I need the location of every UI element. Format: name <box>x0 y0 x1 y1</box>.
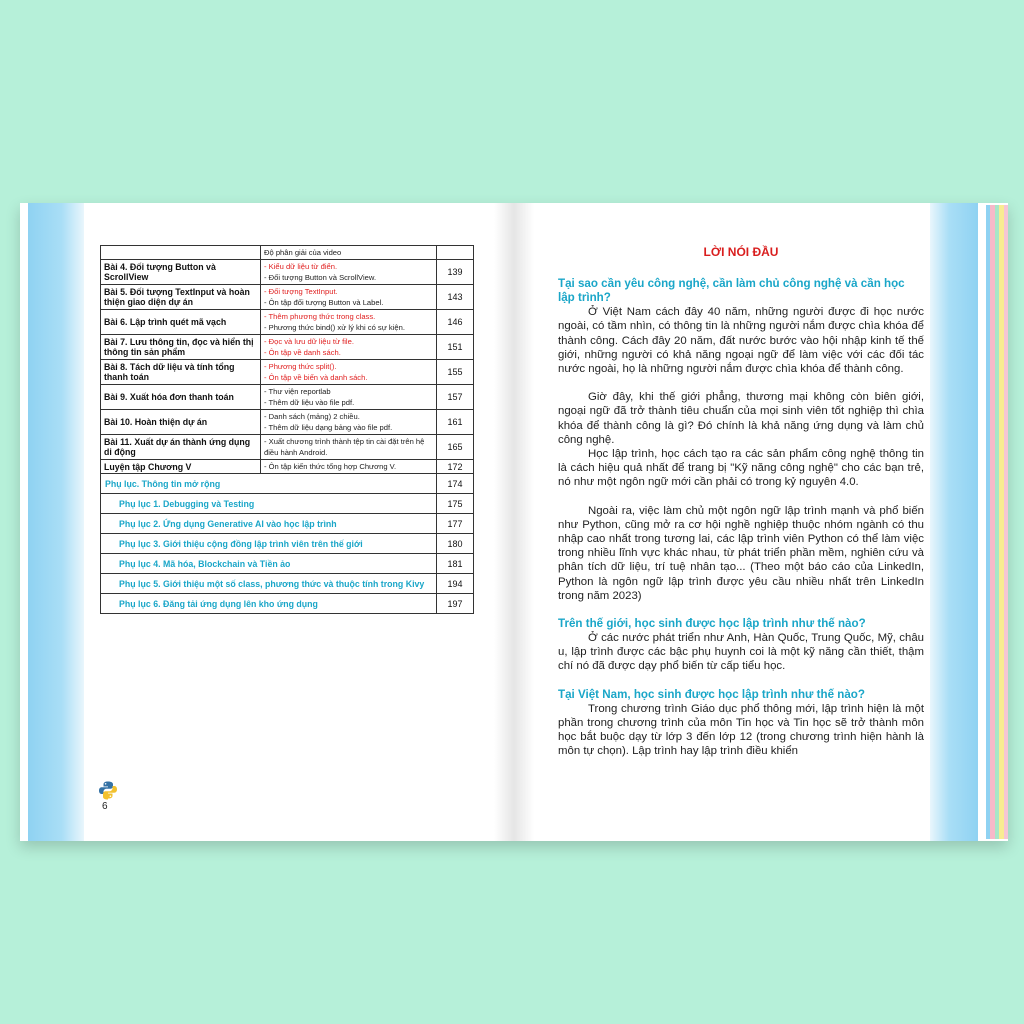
toc-topic-item: - Danh sách (mảng) 2 chiều. <box>264 412 360 421</box>
toc-row <box>101 260 474 285</box>
toc-topic-item: - Xuất chương trình thành tệp tin cài đặt trên hệ điều hành Android. <box>264 437 425 457</box>
toc-lesson-title <box>101 246 261 260</box>
toc-topic-item: - Ôn tập đối tượng Button và Label. <box>264 298 384 307</box>
toc-page-number: 165 <box>437 435 474 460</box>
toc-lesson-topics <box>261 435 437 460</box>
toc-lesson-title: Bài 9. Xuất hóa đơn thanh toán <box>101 385 261 410</box>
toc-appendix-row <box>101 514 474 534</box>
toc-topic-item: - Kiểu dữ liệu từ điển. <box>264 262 338 271</box>
page-edge-strips <box>986 205 1008 839</box>
toc-page-number: 161 <box>437 410 474 435</box>
toc-lesson-topics <box>261 385 437 410</box>
toc-lesson-topics <box>261 410 437 435</box>
toc-topic-item: - Đối tượng TextInput. <box>264 287 338 296</box>
toc-lesson-topics <box>261 360 437 385</box>
toc-lesson-topics <box>261 335 437 360</box>
toc-topic-item: - Thêm phương thức trong class. <box>264 312 376 321</box>
toc-appendix-row <box>101 594 474 614</box>
toc-row <box>101 360 474 385</box>
toc-row <box>101 435 474 460</box>
toc-page-number: 175 <box>437 494 474 514</box>
toc-appendix-row <box>101 554 474 574</box>
left-side-band <box>28 203 84 841</box>
toc-page-number: 197 <box>437 594 474 614</box>
paragraph-5: Ở các nước phát triển như Anh, Hàn Quốc, Trung Quốc, Mỹ, châu u, lập trình được các bậc phụ huynh coi là một kỹ năng cần thiết, thậm chí nó đã được dạy phổ biến từ cấp tiểu học. <box>558 632 924 673</box>
toc-appendix-row <box>101 474 474 494</box>
table-of-contents <box>100 245 474 614</box>
right-side-band <box>930 203 978 841</box>
toc-lesson-topics <box>261 260 437 285</box>
toc-appendix-title: Phụ lục 1. Debugging và Testing <box>101 494 437 514</box>
preface-title: LỜI NÓI ĐẦU <box>703 245 779 259</box>
toc-topic-item: - Ôn tập kiến thức tổng hợp Chương V. <box>264 462 397 471</box>
toc-row <box>101 385 474 410</box>
paragraph-6: Trong chương trình Giáo dục phổ thông mới, lập trình hiện là một phần trong chương trình của môn Tin học và Tin học sẽ trở thành môn học bắt buộc dạy từ lớp 3 đến lớp 12 (trong chương trình hiện hành là môn tự chọn). Lập trình hay lập trình điều khiển <box>558 702 924 758</box>
toc-appendix-title: Phụ lục 6. Đăng tải ứng dụng lên kho ứng dụng <box>101 594 437 614</box>
toc-page-number: 177 <box>437 514 474 534</box>
toc-topic-item: - Phương thức split(). <box>264 362 337 371</box>
paragraph-2: Giờ đây, khi thế giới phẳng, thương mại không còn biên giới, ngoại ngữ đã trở thành tiêu chuẩn của mọi sinh viên tốt nghiệp thì chìa khóa để thành công là gì? Đó chính là khả năng ứng dụng và làm chủ công nghệ. <box>558 391 924 446</box>
toc-lesson-title: Bài 6. Lập trình quét mã vạch <box>101 310 261 335</box>
toc-appendix-title: Phụ lục 2. Ứng dụng Generative AI vào học lập trình <box>101 514 437 534</box>
toc-page-number: 155 <box>437 360 474 385</box>
toc-appendix-row <box>101 574 474 594</box>
toc-row <box>101 285 474 310</box>
toc-lesson-title: Bài 7. Lưu thông tin, đọc và hiển thị thông tin sản phẩm <box>101 335 261 360</box>
toc-lesson-title: Luyện tập Chương V <box>101 460 261 474</box>
toc-lesson-topics <box>261 310 437 335</box>
toc-page-number: 172 <box>437 460 474 474</box>
toc-page-number: 139 <box>437 260 474 285</box>
toc-appendix-row <box>101 494 474 514</box>
toc-page-number: 157 <box>437 385 474 410</box>
paragraph-1: Ở Việt Nam cách đây 40 năm, những người được đi học nước ngoài, có tầm nhìn, có thông tin là những người nắm được chìa khóa để thành công. Cách đây 20 năm, đất nước bước vào hội nhập kinh tế thế giới, những người có khả năng ngoại ngữ để làm việc với các đối tác nước ngoài, họ là những người nắm được chìa khóa để thành công. <box>558 306 924 376</box>
toc-lesson-topics <box>261 460 437 474</box>
toc-topic-item: - Thêm dữ liệu dạng bảng vào file pdf. <box>264 423 393 432</box>
paragraph-4: Ngoài ra, việc làm chủ một ngôn ngữ lập trình mạnh và phổ biến như Python, cũng mở ra cơ hội nghề nghiệp thuộc nhóm ngành có thu nhập cao nhất trong tương lai, các lập trình viên Python có thể làm việc trong nhiều lĩnh vực khác nhau, từ phát triển phần mềm, nghiên cứu và phân tích dữ liệu, trí tuệ nhân tạo... (Theo một báo cáo của LinkedIn, Python là ngôn ngữ lập trình được yêu cầu nhiều nhất trên LinkedIn trong năm 2023) <box>558 504 924 602</box>
toc-topic-item: - Thư viện reportlab <box>264 387 331 396</box>
toc-appendix-row <box>101 534 474 554</box>
toc-page-number <box>437 246 474 260</box>
toc-topic-item: - Đọc và lưu dữ liệu từ file. <box>264 337 354 346</box>
toc-appendix-title: Phụ lục 3. Giới thiệu cộng đồng lập trình viên trên thế giới <box>101 534 437 554</box>
toc-topic-item: - Đối tượng Button và ScrollView. <box>264 273 377 282</box>
toc-page-number: 143 <box>437 285 474 310</box>
question-heading-1: Tại sao cần yêu công nghệ, cần làm chủ công nghệ và cần học lập trình? <box>558 277 905 305</box>
toc-lesson-topics <box>261 246 437 260</box>
toc-page-number: 174 <box>437 474 474 494</box>
toc-row <box>101 246 474 260</box>
question-heading-2: Trên thế giới, học sinh được học lập trình như thế nào? <box>558 617 866 631</box>
page-number: 6 <box>102 801 108 812</box>
toc-row <box>101 460 474 474</box>
toc-lesson-title: Bài 8. Tách dữ liệu và tính tổng thanh toán <box>101 360 261 385</box>
toc-topic-item: - Ôn tập về biến và danh sách. <box>264 373 368 382</box>
toc-appendix-title: Phụ lục 4. Mã hóa, Blockchain và Tiền ảo <box>101 554 437 574</box>
open-book <box>20 203 1008 841</box>
left-page <box>20 203 514 841</box>
toc-row <box>101 310 474 335</box>
toc-appendix-title: Phụ lục 5. Giới thiệu một số class, phương thức và thuộc tính trong Kivy <box>101 574 437 594</box>
toc-lesson-title: Bài 11. Xuất dự án thành ứng dụng di động <box>101 435 261 460</box>
python-logo-icon <box>98 780 118 800</box>
toc-page-number: 194 <box>437 574 474 594</box>
toc-appendix-title: Phụ lục. Thông tin mở rộng <box>101 474 437 494</box>
paragraph-3: Học lập trình, học cách tạo ra các sản phẩm công nghệ thông tin là cách hiệu quả nhất để trang bị "Kỹ năng công nghệ" cho các bạn trẻ, nó như một ngôn ngữ mới cần phải có trong kỷ nguyên 4.0. <box>558 448 924 489</box>
right-page <box>514 203 1008 841</box>
toc-topic-item: - Thêm dữ liệu vào file pdf. <box>264 398 355 407</box>
toc-row <box>101 335 474 360</box>
toc-lesson-title: Bài 10. Hoàn thiện dự án <box>101 410 261 435</box>
toc-topic-item: - Ôn tập về danh sách. <box>264 348 341 357</box>
question-heading-3: Tại Việt Nam, học sinh được học lập trình như thế nào? <box>558 687 865 701</box>
toc-page-number: 181 <box>437 554 474 574</box>
toc-page-number: 180 <box>437 534 474 554</box>
toc-lesson-topics <box>261 285 437 310</box>
toc-lesson-title: Bài 5. Đối tượng TextInput và hoàn thiện giao diện dự án <box>101 285 261 310</box>
preface-text <box>558 245 924 758</box>
toc-page-number: 146 <box>437 310 474 335</box>
toc-row <box>101 410 474 435</box>
toc-topic-item: - Phương thức bind() xử lý khi có sự kiện. <box>264 323 405 332</box>
toc-topic-item: Độ phân giải của video <box>264 248 342 257</box>
toc-page-number: 151 <box>437 335 474 360</box>
toc-lesson-title: Bài 4. Đối tượng Button và ScrollView <box>101 260 261 285</box>
